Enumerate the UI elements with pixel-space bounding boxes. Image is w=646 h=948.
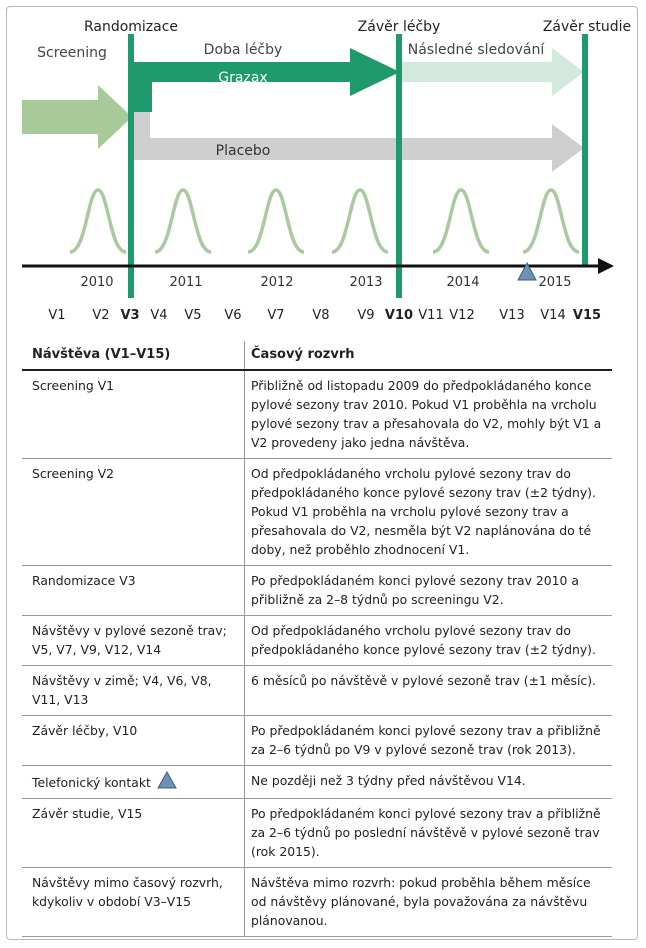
visit-cell <box>22 868 245 937</box>
end-of-study-bar <box>582 34 588 266</box>
table-body <box>22 370 612 937</box>
visit-cell <box>22 616 245 666</box>
visit-label: V4 <box>150 308 168 323</box>
schedule-cell: Po předpokládaném konci pylové sezony trav a přibližně za 2–6 týdnů po V9 v pylové sezoně trav (rok 2013). <box>245 716 613 766</box>
visit-label: V5 <box>184 308 202 323</box>
visit-cell-text: Telefonický kontakt <box>32 775 151 790</box>
visit-label: V2 <box>92 308 110 323</box>
study-timeline-diagram <box>0 0 646 340</box>
pollen-curve-5 <box>433 190 489 252</box>
visit-label: V12 <box>449 308 475 323</box>
table-header-schedule: Časový rozvrh <box>245 341 613 370</box>
visit-label: V3 <box>120 308 140 323</box>
pollen-curve-2 <box>155 190 211 252</box>
schedule-cell: Ne později než 3 týdny před návštěvou V14. <box>245 766 613 799</box>
pollen-curve-6 <box>523 190 579 252</box>
year-label: 2011 <box>169 275 203 290</box>
visit-cell <box>22 566 245 616</box>
visit-cell-text: Screening V2 <box>32 466 115 481</box>
visit-cell <box>22 716 245 766</box>
visit-label: V9 <box>357 308 375 323</box>
visit-schedule-table <box>22 341 612 937</box>
year-label: 2010 <box>80 275 114 290</box>
schedule-cell: Od předpokládaného vrcholu pylové sezony trav do předpokládaného konce pylové sezony trav (±2 týdny). <box>245 616 613 666</box>
pollen-curve-4 <box>332 190 388 252</box>
year-label: 2015 <box>538 275 572 290</box>
visit-labels <box>48 308 601 323</box>
time-axis-arrowhead <box>598 258 614 274</box>
randomization-label: Randomizace <box>83 19 179 35</box>
visit-label: V13 <box>499 308 525 323</box>
schedule-cell: Návštěva mimo rozvrh: pokud proběhla během měsíce od návštěvy plánované, byla považována za návštěvu plánovanou. <box>245 868 613 937</box>
end-of-treatment-label: Závěr léčby <box>357 19 441 35</box>
table-row <box>22 666 612 716</box>
year-label: 2013 <box>349 275 383 290</box>
visit-cell-text: Screening V1 <box>32 378 115 393</box>
table-header-visit: Návštěva (V1–V15) <box>22 341 245 370</box>
schedule-cell: Od předpokládaného vrcholu pylové sezony trav do předpokládaného konce pylové sezony trav (±2 týdny). Pokud V1 proběhla na vrcholu pylové sezony trav a přesahovala do V2, nesměla být V2 naplánována do té doby, než proběhlo zhodnocení V1. <box>245 459 613 566</box>
table-row <box>22 459 612 566</box>
table-header-row <box>22 341 612 370</box>
grazax-label: Grazax <box>218 70 268 86</box>
visit-cell <box>22 370 245 459</box>
end-of-study-label: Závěr studie <box>542 19 632 35</box>
year-labels <box>80 275 571 290</box>
visit-label: V8 <box>312 308 330 323</box>
schedule-cell: Po předpokládaném konci pylové sezony trav a přibližně za 2–6 týdnů po poslední návštěvě v pylové sezoně trav (rok 2015). <box>245 799 613 868</box>
pollen-curve-3 <box>248 190 304 252</box>
visit-label: V11 <box>418 308 444 323</box>
visit-label: V14 <box>540 308 566 323</box>
table-row <box>22 716 612 766</box>
year-label: 2012 <box>260 275 294 290</box>
table-row <box>22 799 612 868</box>
visit-cell <box>22 799 245 868</box>
year-label: 2014 <box>446 275 480 290</box>
visit-cell-text: Randomizace V3 <box>32 573 136 588</box>
visit-cell-text: Návštěvy mimo časový rozvrh, kdykoliv v období V3–V15 <box>32 875 223 909</box>
table-row <box>22 566 612 616</box>
visit-cell-text: Závěr studie, V15 <box>32 806 143 821</box>
table-row <box>22 370 612 459</box>
pollen-season-curves <box>70 190 579 252</box>
visit-cell-text: Závěr léčby, V10 <box>32 723 138 738</box>
screening-label: Screening <box>37 45 107 61</box>
follow-up-label: Následné sledování <box>407 42 545 58</box>
visit-cell-text: Návštěvy v pylové sezoně trav; V5, V7, V9, V12, V14 <box>32 623 227 657</box>
randomization-bar <box>128 34 134 298</box>
visit-label: V7 <box>267 308 285 323</box>
visit-label: V15 <box>572 308 602 323</box>
table-row <box>22 868 612 937</box>
schedule-cell: Po předpokládaném konci pylové sezony trav 2010 a přibližně za 2–8 týdnů po screeningu V2. <box>245 566 613 616</box>
visit-cell <box>22 766 245 799</box>
visit-label: V10 <box>384 308 414 323</box>
schedule-cell: Přibližně od listopadu 2009 do předpokládaného konce pylové sezony trav 2010. Pokud V1 proběhla na vrcholu pylové sezony trav a přesahovala do V2, mohly být V1 a V2 provedeny jako jedna návštěva. <box>245 370 613 459</box>
schedule-cell: 6 měsíců po návštěvě v pylové sezoně trav (±1 měsíc). <box>245 666 613 716</box>
table-row <box>22 766 612 799</box>
treatment-period-label: Doba léčby <box>203 42 283 58</box>
phone-contact-icon <box>157 771 177 789</box>
placebo-label: Placebo <box>215 143 271 159</box>
visit-label: V6 <box>224 308 242 323</box>
end-of-treatment-bar <box>396 34 402 298</box>
table-row <box>22 616 612 666</box>
visit-cell-text: Návštěvy v zimě; V4, V6, V8, V11, V13 <box>32 673 212 707</box>
visit-cell <box>22 459 245 566</box>
screening-arrow <box>22 85 132 149</box>
visit-cell <box>22 666 245 716</box>
placebo-arrow <box>130 112 584 172</box>
pollen-curve-1 <box>70 190 126 252</box>
visit-label: V1 <box>48 308 66 323</box>
